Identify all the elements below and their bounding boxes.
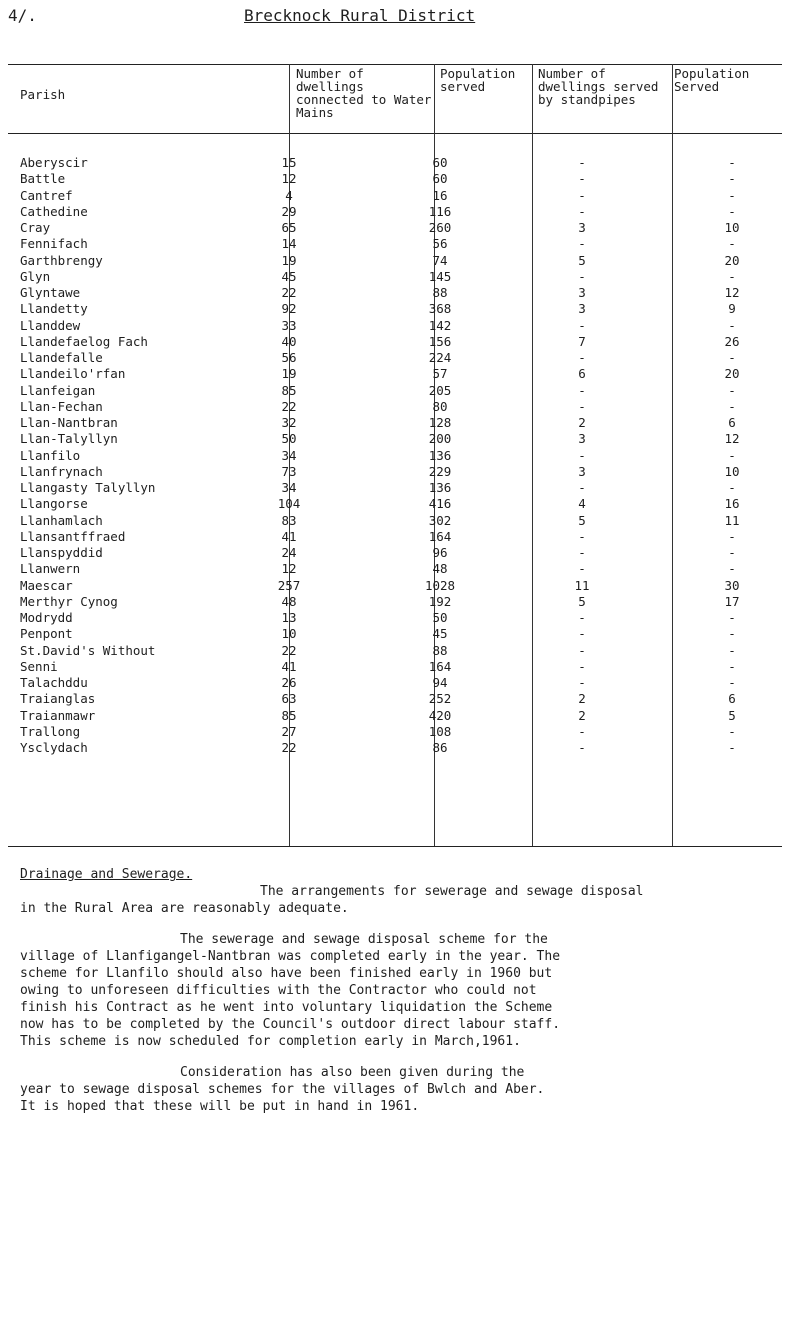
table-row: Glyntawe 22 88 3 12 bbox=[20, 285, 740, 300]
table-row: Llanfilo 34 136 - - bbox=[20, 447, 736, 463]
table-row: St.David's Without 22 88 - - bbox=[20, 642, 736, 658]
table-row: Garthbrengy 19 74 5 20 bbox=[20, 252, 740, 268]
table-row: Talachddu 26 94 - - bbox=[20, 675, 736, 690]
table-row: Llan-Fechan 22 80 - - bbox=[20, 398, 736, 414]
table-row: Senni 41 164 - - bbox=[20, 658, 736, 674]
table-row: Llandefaelog Fach 40 156 7 26 bbox=[20, 333, 740, 349]
table-row: Cantref 4 16 - - bbox=[20, 187, 736, 203]
table-row: Llangasty Talyllyn 34 136 - - bbox=[20, 480, 736, 495]
table-row: Glyn 45 145 - - bbox=[20, 268, 736, 284]
table-row: Maescar 257 1028 11 30 bbox=[20, 577, 740, 593]
table-body bbox=[0, 155, 800, 756]
table-top-rule bbox=[8, 64, 782, 65]
column-header-dwellings-standpipes: Number of dwellings served by standpipes bbox=[538, 66, 659, 107]
table-row: Fennifach 14 56 - - bbox=[20, 236, 736, 252]
table-row: Llanfrynach 73 229 3 10 bbox=[20, 463, 740, 479]
table-row: Penpont 10 45 - - bbox=[20, 626, 736, 642]
table-row: Merthyr Cynog 48 192 5 17 bbox=[20, 593, 740, 609]
page-header bbox=[0, 0, 800, 40]
section-heading: Drainage and Sewerage. bbox=[20, 867, 193, 882]
table-row: Llan-Talyllyn 50 200 3 12 bbox=[20, 431, 740, 447]
table-row: Trallong 27 108 - - bbox=[20, 723, 736, 739]
table-row: Llanfeigan 85 205 - - bbox=[20, 382, 736, 398]
table-row: Llanddew 33 142 - - bbox=[20, 317, 736, 333]
table-row: Llanhamlach 83 302 5 11 bbox=[20, 512, 740, 528]
table-row: Modrydd 13 50 - - bbox=[20, 610, 736, 625]
table-row: Aberyscir 15 60 - - bbox=[20, 155, 736, 170]
table-row: Llangorse 104 416 4 16 bbox=[20, 496, 740, 512]
table-row: Llandeilo'rfan 19 57 6 20 bbox=[20, 366, 740, 382]
drainage-section bbox=[20, 866, 790, 1115]
column-header-population-standpipes: Population Served bbox=[674, 66, 750, 94]
table-header-rule bbox=[8, 133, 782, 134]
table-row: Llanspyddid 24 96 - - bbox=[20, 545, 736, 560]
table-bottom-rule bbox=[8, 846, 782, 847]
table-row: Ysclydach 22 86 - - bbox=[20, 740, 736, 755]
page-title: Brecknock Rural District bbox=[244, 6, 476, 25]
table-row: Llandefalle 56 224 - - bbox=[20, 350, 736, 365]
paragraph-3: Consideration has also been given during the year to sewage disposal schemes for the villages of Bwlch and Aber. It is hoped that these will be put in hand in 1961. bbox=[20, 1065, 545, 1114]
table-row: Traianglas 63 252 2 6 bbox=[20, 691, 736, 707]
column-header-population-mains: Population served bbox=[440, 66, 516, 94]
table-row: Llanwern 12 48 - - bbox=[20, 561, 736, 577]
table-row: Cathedine 29 116 - - bbox=[20, 203, 736, 219]
table-row: Traianmawr 85 420 2 5 bbox=[20, 707, 736, 723]
table-row: Llandetty 92 368 3 9 bbox=[20, 301, 736, 317]
table-row: Battle 12 60 - - bbox=[20, 171, 736, 187]
table-row: Llan-Nantbran 32 128 2 6 bbox=[20, 415, 736, 430]
page-number: 4/. bbox=[8, 6, 37, 25]
paragraph-1: The arrangements for sewerage and sewage disposal in the Rural Area are reasonably adequate. bbox=[20, 884, 644, 916]
paragraph-2: The sewerage and sewage disposal scheme for the village of Llanfigangel-Nantbran was completed early in the year. The scheme for Llanfilo should also have been finished early in 1960 but owing to unforeseen difficulties with the Contractor who could not finish his Contract as he went into voluntary liquidation the Scheme now has to be completed by the Council's outdoor direct labour staff. This scheme is now scheduled for completion early in March,1961. bbox=[20, 932, 561, 1049]
table-row: Cray 65 260 3 10 bbox=[20, 220, 740, 235]
table-row: Llansantffraed 41 164 - - bbox=[20, 528, 736, 544]
column-header-dwellings-mains: Number of dwellings connected to Water Mains bbox=[296, 66, 432, 120]
column-header-parish: Parish bbox=[20, 87, 66, 102]
